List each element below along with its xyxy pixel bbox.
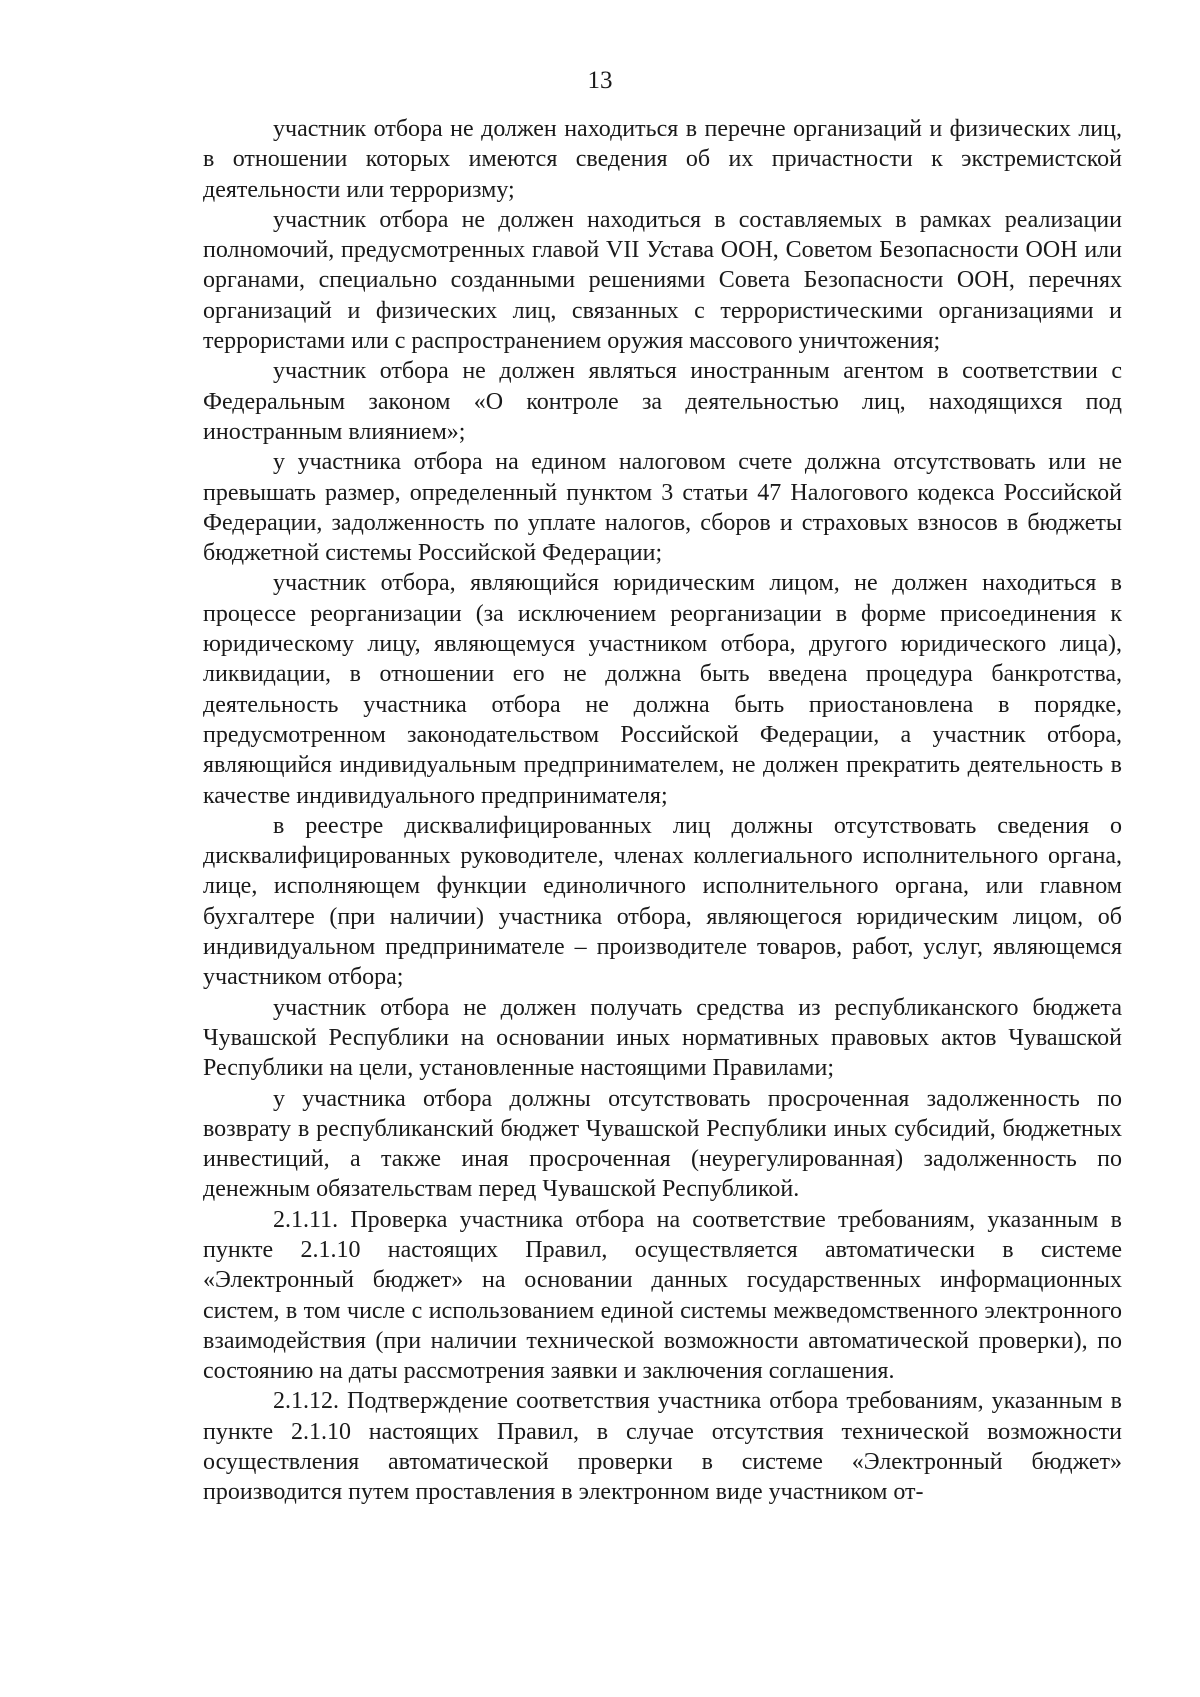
paragraph: участник отбора, являющийся юридическим лицом, не должен находиться в процессе реорганизации (за исключением реорганизации в форме присоединения к юридическому лицу, являющемуся участником отбора, другого юридического лица), ликвидации, в отношении его не должна быть введена процедура банкротства, деятельность участника отбора не должна быть приостановлена в порядке, предусмотренном законодательством Российской Федерации, а участник отбора, являющийся индивидуальным предпринимателем, не должен прекратить деятельность в качестве индивидуального предпринимателя; bbox=[203, 570, 1122, 809]
paragraph: в реестре дисквалифицированных лиц должны отсутствовать сведения о дисквалифицированных руководителе, членах коллегиального исполнительного органа, лице, исполняющем функции единоличного исполнительного органа, или главном бухгалтере (при наличии) участника отбора, являющегося юридическим лицом, об индивидуальном предпринимателе – производителе товаров, работ, услуг, являющемся участником отбора; bbox=[203, 812, 1122, 991]
paragraph-2-1-11: 2.1.11. Проверка участника отбора на соответствие требованиям, указанным в пункте 2.1.10 настоящих Правил, осуществляется автоматически в системе «Электронный бюджет» на основании данных государственных информационных систем, в том числе с использованием единой системы межведомственного электронного взаимодействия (при наличии технической возможности автоматической проверки), по состоянию на даты рассмотрения заявки и заключения соглашения. bbox=[203, 1206, 1122, 1385]
paragraph: у участника отбора должны отсутствовать просроченная задолженность по возврату в республиканский бюджет Чувашской Республики иных субсидий, бюджетных инвестиций, а также иная просроченная (неурегулированная) задолженность по денежным обязательствам перед Чувашской Республикой. bbox=[203, 1085, 1122, 1203]
page-number: 13 bbox=[587, 67, 613, 94]
paragraph: участник отбора не должен получать средства из республиканского бюджета Чувашской Республики на основании иных нормативных правовых актов Чувашской Республики на цели, установленные настоящими Правилами; bbox=[203, 994, 1122, 1082]
paragraph-2-1-12: 2.1.12. Подтверждение соответствия участника отбора требованиям, указанным в пункте 2.1.10 настоящих Правил, в случае отсутствия технической возможности осуществления автоматической проверки в системе «Электронный бюджет» производится путем проставления в электронном виде участником от- bbox=[203, 1388, 1122, 1506]
paragraph: участник отбора не должен находиться в составляемых в рамках реализации полномочий, предусмотренных главой VII Устава ООН, Советом Безопасности ООН или органами, специально созданными решениями Совета Безопасности ООН, перечнях организаций и физических лиц, связанных с террористическими организациями и террористами или с распространением оружия массового уничтожения; bbox=[203, 206, 1122, 355]
paragraph: у участника отбора на едином налоговом счете должна отсутствовать или не превышать размер, определенный пунктом 3 статьи 47 Налогового кодекса Российской Федерации, задолженность по уплате налогов, сборов и страховых взносов в бюджеты бюджетной системы Российской Федерации; bbox=[203, 449, 1122, 567]
paragraph: участник отбора не должен находиться в перечне организаций и физических лиц, в отношении которых имеются сведения об их причастности к экстремистской деятельности или терроризму; bbox=[203, 116, 1122, 203]
paragraph: участник отбора не должен являться иностранным агентом в соответствии с Федеральным законом «О контроле за деятельностью лиц, находящихся под иностранным влиянием»; bbox=[203, 358, 1122, 445]
document-body bbox=[203, 114, 1122, 1508]
